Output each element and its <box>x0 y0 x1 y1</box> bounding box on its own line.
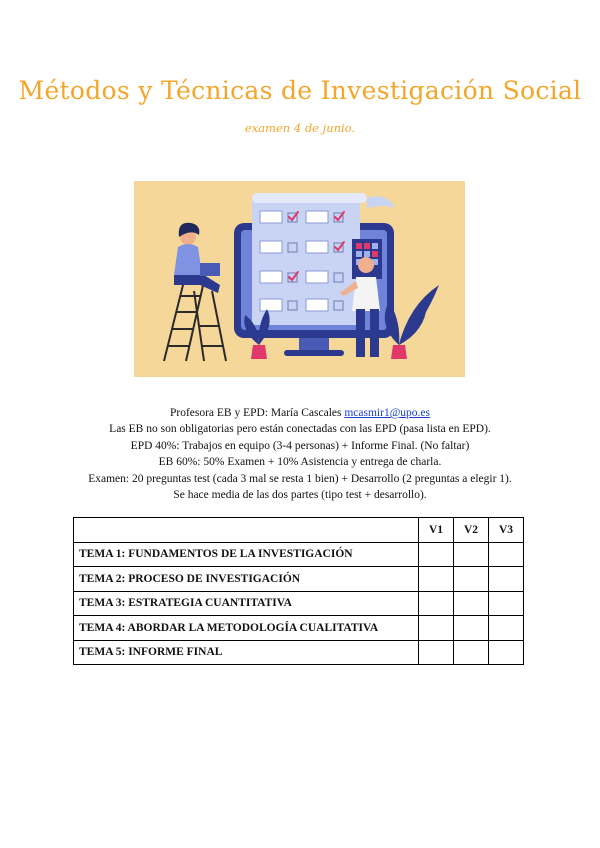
table-row <box>74 567 524 592</box>
professor-text: Profesora EB y EPD: María Cascales <box>169 407 345 419</box>
professor-line <box>40 405 560 421</box>
topic-cell: TEMA 5: INFORME FINAL <box>74 640 419 665</box>
check-cell-v3 <box>489 616 524 641</box>
check-cell-v1 <box>419 640 454 665</box>
page-title: Métodos y Técnicas de Investigación Social <box>18 76 582 105</box>
topic-cell: TEMA 1: FUNDAMENTOS DE LA INVESTIGACIÓN <box>74 542 419 567</box>
email-link[interactable]: mcasmir1@upo.es <box>344 407 431 419</box>
course-info <box>40 405 560 503</box>
check-cell-v2 <box>454 616 489 641</box>
info-line: Las EB no son obligatorias pero están conectadas con las EPD (pasa lista en EPD). <box>109 423 491 436</box>
check-cell-v1 <box>419 616 454 641</box>
checklist-illustration <box>134 181 465 377</box>
table-row <box>74 616 524 641</box>
table-row <box>74 591 524 616</box>
info-line: EB 60%: 50% Examen + 10% Asistencia y entrega de charla. <box>158 456 442 469</box>
table-header-row <box>74 518 524 543</box>
check-cell-v3 <box>489 567 524 592</box>
header-cell-v2: V2 <box>454 518 489 543</box>
check-cell-v1 <box>419 542 454 567</box>
check-cell-v1 <box>419 567 454 592</box>
header-cell-v1: V1 <box>419 518 454 543</box>
check-cell-v1 <box>419 591 454 616</box>
info-line: EPD 40%: Trabajos en equipo (3-4 personas) + Informe Final. (No faltar) <box>130 439 470 452</box>
check-cell-v3 <box>489 640 524 665</box>
page-subtitle: examen 4 de junio. <box>244 121 356 135</box>
check-cell-v2 <box>454 591 489 616</box>
check-cell-v2 <box>454 542 489 567</box>
check-cell-v2 <box>454 640 489 665</box>
table-row <box>74 542 524 567</box>
topic-cell: TEMA 3: ESTRATEGIA CUANTITATIVA <box>74 591 419 616</box>
header-cell-topic <box>74 518 419 543</box>
check-cell-v3 <box>489 542 524 567</box>
header-cell-v3: V3 <box>489 518 524 543</box>
check-cell-v2 <box>454 567 489 592</box>
check-cell-v3 <box>489 591 524 616</box>
info-line: Se hace media de las dos partes (tipo test + desarrollo). <box>173 489 427 502</box>
info-line: Examen: 20 preguntas test (cada 3 mal se resta 1 bien) + Desarrollo (2 preguntas a elegir 1). <box>88 472 512 485</box>
topic-cell: TEMA 4: ABORDAR LA METODOLOGÍA CUALITATIVA <box>74 616 419 641</box>
topics-table <box>73 517 524 665</box>
topic-cell: TEMA 2: PROCESO DE INVESTIGACIÓN <box>74 567 419 592</box>
table-row <box>74 640 524 665</box>
